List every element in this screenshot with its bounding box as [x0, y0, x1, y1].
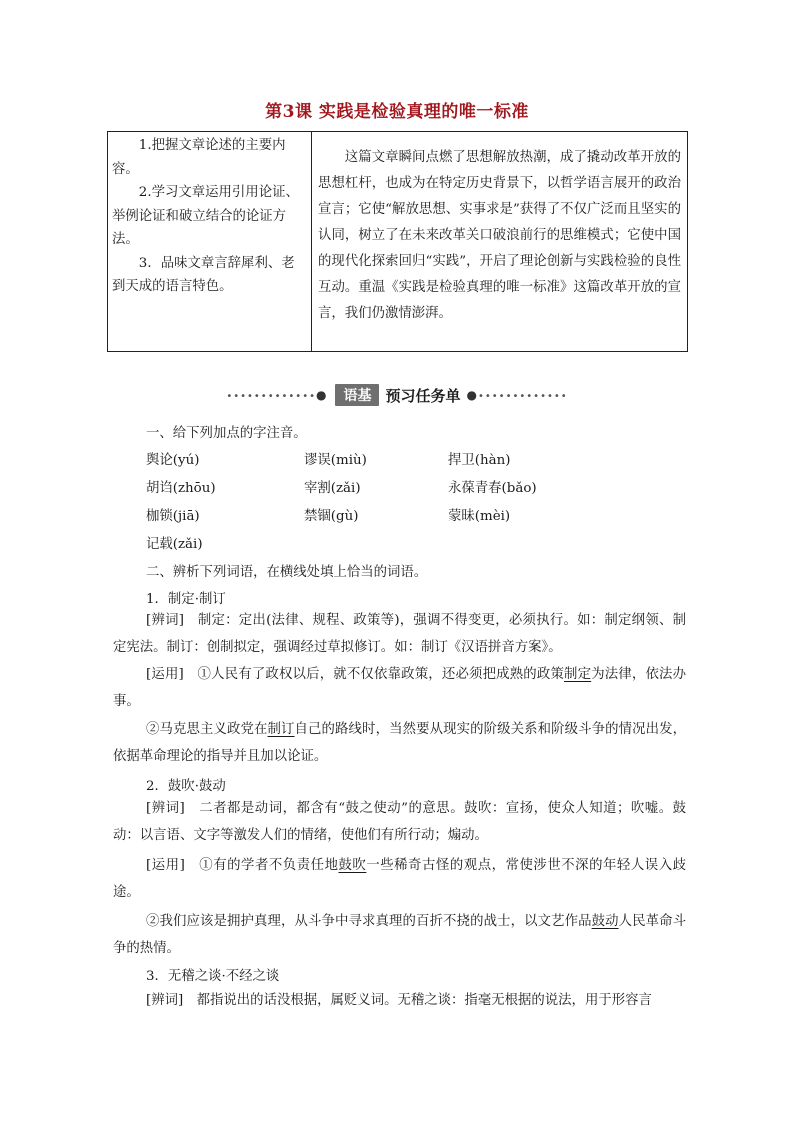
sentence-text: ②马克思主义政党在 — [146, 722, 268, 737]
sentence-text: ①人民有了政权以后，就不仅依靠政策，还必须把成熟的政策 — [197, 667, 565, 682]
pinyin-item: 舆论(yú) — [146, 453, 200, 468]
group2-bianci — [113, 796, 686, 849]
sentence-text: 自己的路线时，当然要从现实的阶级关系和阶级斗争的情况出发，依据革命理论的指导并且加以论证。 — [113, 722, 687, 764]
goal-item: 3．品味文章言辞犀利、老到天成的语言特色。 — [112, 255, 295, 294]
sentence-text: 人民革命斗争的热情。 — [113, 914, 687, 956]
pinyin-item: 枷锁(jiā) — [146, 509, 200, 524]
sentence-text: 一些稀奇古怪的观点，常使涉世不深的年轻人误入歧途。 — [113, 858, 687, 900]
section-banner — [0, 384, 794, 406]
bianci-text: 都指说出的话没根据，属贬义词。无稽之谈：指毫无根据的说法，用于形容言 — [196, 993, 652, 1008]
intro-table — [107, 131, 688, 352]
yunyong-tag: [运用] — [146, 858, 185, 873]
pinyin-item: 蒙昧(mèi) — [448, 509, 511, 524]
section1-heading: 一、给下列加点的字注音。 — [146, 426, 307, 441]
bianci-tag: [辨词] — [146, 993, 184, 1008]
pinyin-item: 胡诌(zhōu) — [146, 481, 216, 496]
section-badge: 语基 — [335, 384, 379, 406]
sentence-text: ①有的学者不负责任地 — [199, 858, 339, 873]
pinyin-item: 宰割(zǎi) — [304, 481, 361, 496]
banner-dots-left: •••••••••••••● — [226, 388, 328, 402]
group3-bianci — [113, 988, 686, 1015]
banner-dots-right: ●••••••••••••• — [466, 388, 568, 402]
sentence-text: ②我们应该是拥护真理，从斗争中寻求真理的百折不挠的战士，以文艺作品 — [146, 914, 592, 929]
group1-title: 1．制定·制订 — [146, 592, 226, 607]
bianci-text: 二者都是动词，都含有“鼓之使动”的意思。鼓吹：宣扬，使众人知道；吹嘘。鼓动：以言语、文字等激发人们的情绪，使他们有所行动；煽动。 — [113, 801, 686, 843]
learning-goals — [108, 132, 312, 351]
yunyong-tag: [运用] — [146, 667, 184, 682]
group1-yunyong-2 — [113, 717, 686, 770]
group2-title: 2．鼓吹·鼓动 — [146, 779, 226, 794]
section2-heading: 二、辨析下列词语，在横线处填上恰当的词语。 — [146, 565, 428, 580]
goal-item: 1.把握文章论述的主要内容。 — [112, 138, 286, 177]
pinyin-item: 谬误(miù) — [304, 453, 367, 468]
pinyin-item: 记载(zǎi) — [146, 537, 203, 552]
group2-yunyong-1 — [113, 853, 686, 906]
lesson-title: 第3课 实践是检验真理的唯一标准 — [265, 102, 529, 122]
group1-yunyong-1 — [113, 662, 686, 715]
bianci-text: 制定：定出(法律、规程、政策等)，强调不得变更，必须执行。如：制定纲领、制定宪法。制订：创制拟定，强调经过草拟修订。如：制订《汉语拼音方案》。 — [113, 613, 686, 655]
bianci-tag: [辨词] — [146, 801, 185, 816]
sentence-text: 为法律，依法办事。 — [113, 667, 687, 709]
group3-title: 3．无稽之谈·不经之谈 — [146, 969, 280, 984]
answer-word: 制订 — [267, 722, 295, 737]
answer-word: 鼓动 — [591, 914, 619, 929]
goal-item: 2.学习文章运用引用论证、举例论证和破立结合的论证方法。 — [112, 185, 299, 247]
answer-word: 鼓吹 — [338, 858, 367, 873]
group1-bianci — [113, 608, 686, 661]
answer-word: 制定 — [564, 667, 592, 682]
lesson-summary: 这篇文章瞬间点燃了思想解放热潮，成了撬动改革开放的思想杠杆，也成为在特定历史背景下，以哲学语言展开的政治宣言；它使“解放思想、实事求是”获得了不仅广泛而且坚实的认同，树立了在未来改革关口破浪前行的思维模式；它使中国的现代化探索回归“实践”，开启了理论创新与实践检验的良性互动。重温《实践是检验真理的唯一标准》这篇改革开放的宣言，我们仍激情澎湃。 — [318, 150, 681, 321]
group2-yunyong-2 — [113, 909, 686, 962]
bianci-tag: [辨词] — [146, 613, 184, 628]
pinyin-item: 永葆青春(bǎo) — [448, 481, 537, 496]
section-title: 预习任务单 — [385, 386, 461, 405]
pinyin-item: 禁锢(gù) — [304, 509, 359, 524]
pinyin-item: 捍卫(hàn) — [448, 453, 511, 468]
